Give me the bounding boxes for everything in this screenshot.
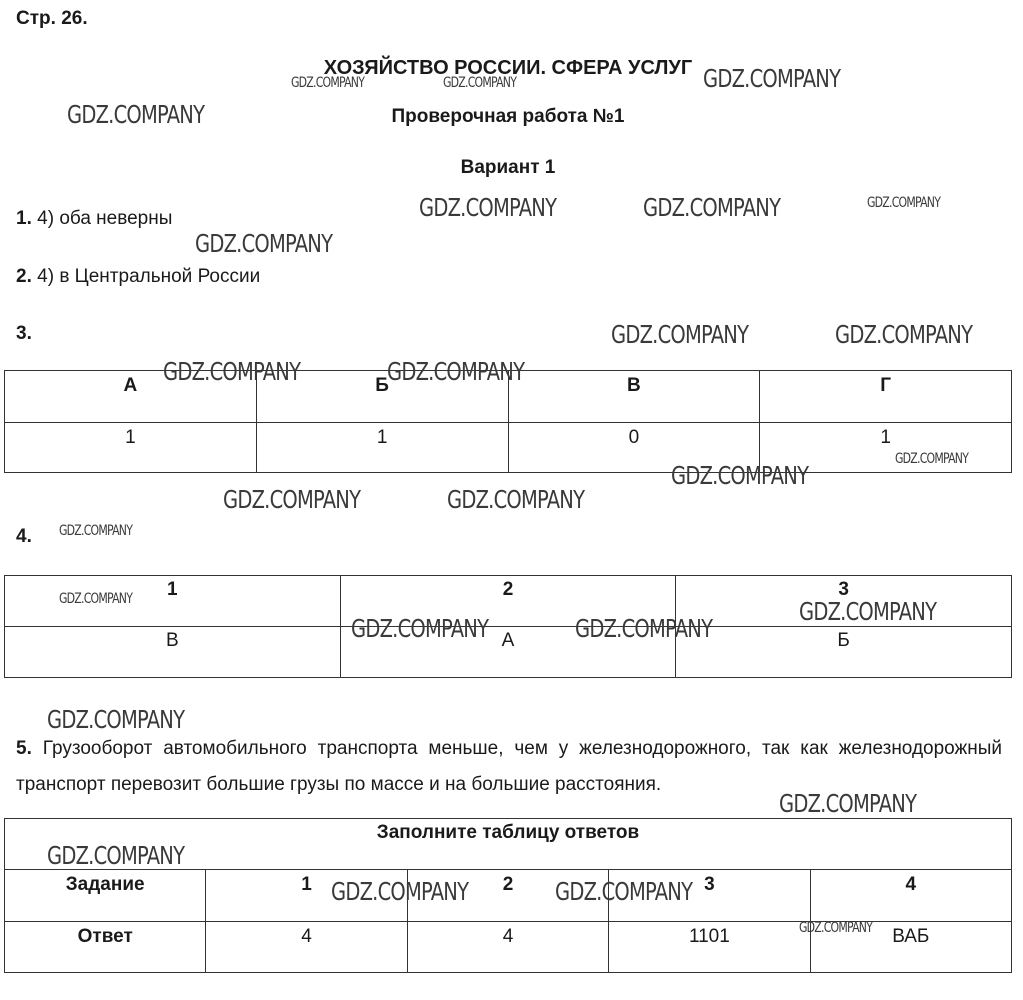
answer-5-text: Грузооборот автомобильного транспорта меньше, чем у железнодорожного, так как железнодорожный транспорт перевозит большие грузы по массе и на большие расстояния. [16, 738, 1003, 795]
watermark: GDZ.COMPANY [419, 193, 557, 222]
watermark: GDZ.COMPANY [223, 485, 361, 514]
watermark: GDZ.COMPANY [195, 229, 333, 258]
task-answer-2: 4 [407, 922, 608, 973]
table3-value-a: 1 [5, 423, 257, 473]
watermark: GDZ.COMPANY [47, 705, 185, 734]
watermark: GDZ.COMPANY [671, 461, 809, 490]
watermark: GDZ.COMPANY [895, 451, 969, 467]
answer-2-text: 4) в Центральной России [37, 266, 261, 287]
table4-header-3: 3 [676, 576, 1012, 627]
watermark: GDZ.COMPANY [575, 614, 713, 643]
table4-header-1: 1 [5, 576, 341, 627]
watermark: GDZ.COMPANY [643, 193, 781, 222]
answer-4-number: 4. [16, 526, 32, 547]
row-label-task: Задание [5, 870, 206, 922]
watermark: GDZ.COMPANY [835, 320, 973, 349]
page-reference: Стр. 26. [16, 8, 88, 29]
task-answer-4: ВАБ [810, 922, 1011, 973]
task-number-3: 3 [609, 870, 810, 922]
answer-1-number: 1. [16, 208, 32, 229]
answer-1-text: 4) оба неверны [37, 208, 173, 229]
task-answer-1: 4 [206, 922, 407, 973]
answer-4-table [4, 575, 1012, 678]
table4-value-3: Б [676, 627, 1012, 678]
watermark: GDZ.COMPANY [387, 357, 525, 386]
watermark: GDZ.COMPANY [351, 614, 489, 643]
table3-header-v: В [508, 371, 760, 423]
watermark: GDZ.COMPANY [291, 75, 365, 91]
table3-value-b: 1 [256, 423, 508, 473]
watermark: GDZ.COMPANY [799, 920, 873, 936]
answers-table-title: Заполните таблицу ответов [5, 819, 1012, 870]
watermark: GDZ.COMPANY [47, 841, 185, 870]
watermark: GDZ.COMPANY [799, 597, 937, 626]
watermark: GDZ.COMPANY [611, 320, 749, 349]
table3-header-b: Б [256, 371, 508, 423]
answer-3-number: 3. [16, 323, 32, 344]
watermark: GDZ.COMPANY [163, 357, 301, 386]
table3-value-v: 0 [508, 423, 760, 473]
task-answer-3: 1101 [609, 922, 810, 973]
watermark: GDZ.COMPANY [443, 75, 517, 91]
watermark: GDZ.COMPANY [331, 877, 469, 906]
table3-header-a: А [5, 371, 257, 423]
watermark: GDZ.COMPANY [867, 195, 941, 211]
task-number-4: 4 [810, 870, 1011, 922]
watermark: GDZ.COMPANY [447, 485, 585, 514]
answer-5-number: 5. [16, 738, 32, 759]
table3-header-g: Г [760, 371, 1012, 423]
watermark: GDZ.COMPANY [59, 523, 133, 539]
answer-2-number: 2. [16, 266, 32, 287]
variant-heading: Вариант 1 [460, 157, 556, 178]
page-title: ХОЗЯЙСТВО РОССИИ. СФЕРА УСЛУГ [323, 57, 693, 79]
test-subtitle: Проверочная работа №1 [391, 106, 625, 127]
watermark: GDZ.COMPANY [59, 591, 133, 607]
table4-value-2: А [340, 627, 676, 678]
table4-header-2: 2 [340, 576, 676, 627]
answer-1 [16, 208, 172, 230]
watermark: GDZ.COMPANY [555, 877, 693, 906]
row-label-answer: Ответ [5, 922, 206, 973]
table4-value-1: В [5, 627, 341, 678]
watermark: GDZ.COMPANY [67, 100, 205, 129]
table3-value-g: 1 [760, 423, 1012, 473]
answer-2 [16, 266, 260, 288]
watermark: GDZ.COMPANY [703, 64, 841, 93]
watermark: GDZ.COMPANY [779, 789, 917, 818]
task-number-2: 2 [407, 870, 608, 922]
task-number-1: 1 [206, 870, 407, 922]
